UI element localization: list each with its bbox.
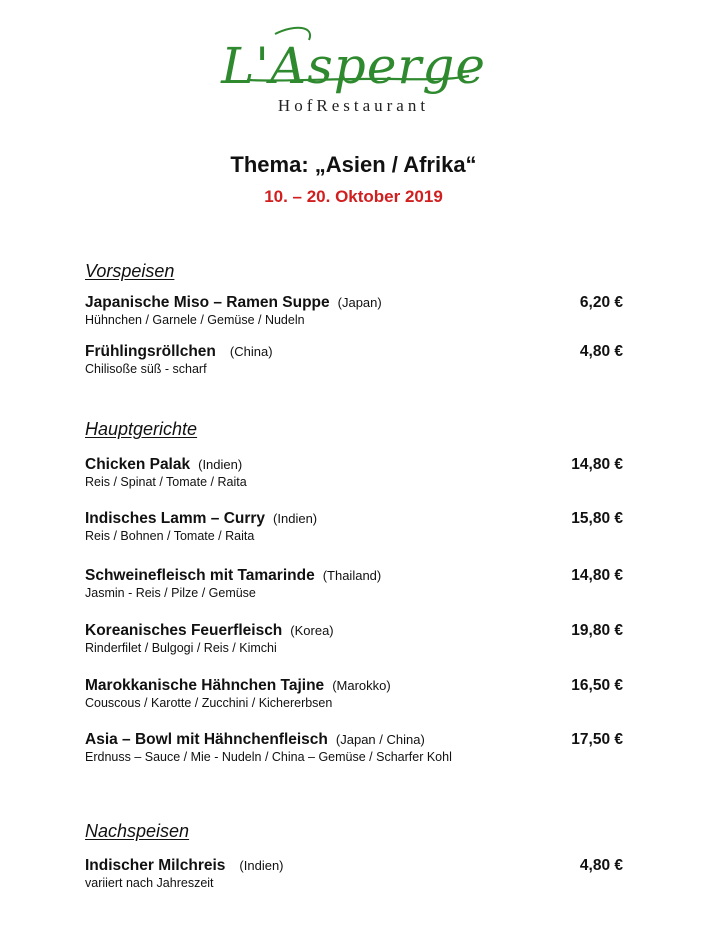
- item-price: 4,80 €: [579, 343, 623, 360]
- item-name: Asia – Bowl mit Hähnchenfleisch: [85, 731, 328, 748]
- item-origin: (Marokko): [332, 678, 391, 693]
- item-price: 14,80 €: [571, 567, 623, 584]
- item-origin: (Japan): [337, 295, 382, 310]
- item-origin: (Indien): [273, 511, 318, 526]
- item-name: Frühlingsröllchen: [85, 343, 216, 360]
- item-description: Rinderfilet / Bulgogi / Reis / Kimchi: [85, 641, 277, 655]
- item-name-line: [85, 730, 425, 749]
- item-description: Reis / Bohnen / Tomate / Raita: [85, 529, 255, 543]
- item-description: variiert nach Jahreszeit: [85, 876, 214, 890]
- item-description: Jasmin - Reis / Pilze / Gemüse: [85, 586, 256, 600]
- menu-item: [85, 455, 625, 495]
- item-origin: (Indien): [198, 457, 243, 472]
- item-price: 15,80 €: [571, 510, 623, 527]
- item-description: Couscous / Karotte / Zucchini / Kichererbsen: [85, 696, 333, 710]
- item-origin: (Thailand): [322, 568, 382, 583]
- menu-item: [85, 621, 625, 661]
- item-price: 6,20 €: [579, 294, 623, 311]
- menu-item: [85, 676, 625, 716]
- item-name-line: [85, 676, 391, 695]
- section-heading-starters: Vorspeisen: [85, 261, 175, 281]
- menu-item: [85, 856, 625, 896]
- logo-subtitle: HofRestaurant: [277, 96, 430, 115]
- item-description: Chilisoße süß - scharf: [85, 362, 207, 376]
- section-heading-desserts: Nachspeisen: [85, 821, 190, 841]
- item-name-line: [85, 342, 273, 361]
- item-name: Chicken Palak: [85, 456, 191, 473]
- item-description: Erdnuss – Sauce / Mie - Nudeln / China – Gemüse / Scharfer Kohl: [85, 750, 452, 764]
- menu-item: [85, 342, 625, 382]
- item-description: Hühnchen / Garnele / Gemüse / Nudeln: [85, 313, 305, 327]
- item-price: 4,80 €: [579, 857, 623, 874]
- item-name: Indischer Milchreis: [85, 857, 226, 874]
- item-price: 14,80 €: [571, 456, 623, 473]
- item-name-line: [85, 856, 284, 875]
- item-price: 16,50 €: [571, 677, 623, 694]
- logo-script-text: L'Asperge: [221, 37, 486, 95]
- theme-title: Thema: „Asien / Afrika“: [230, 152, 477, 177]
- item-name: Indisches Lamm – Curry: [85, 510, 266, 527]
- item-name-line: [85, 455, 242, 474]
- item-description: Reis / Spinat / Tomate / Raita: [85, 475, 247, 489]
- restaurant-logo: [0, 22, 707, 122]
- theme-date: 10. – 20. Oktober 2019: [264, 187, 443, 206]
- item-name: Schweinefleisch mit Tamarinde: [85, 567, 315, 584]
- menu-item: [85, 509, 625, 549]
- menu-item: [85, 293, 625, 333]
- item-name: Marokkanische Hähnchen Tajine: [85, 677, 325, 694]
- item-origin: (Indien): [239, 858, 284, 873]
- item-name-line: [85, 621, 334, 640]
- item-name-line: [85, 509, 317, 528]
- item-origin: (Korea): [290, 623, 334, 638]
- item-origin: (China): [229, 344, 273, 359]
- item-price: 17,50 €: [571, 731, 623, 748]
- section-heading-mains: Hauptgerichte: [85, 419, 198, 439]
- item-name-line: [85, 566, 381, 585]
- item-name: Japanische Miso – Ramen Suppe: [85, 294, 330, 311]
- menu-item: [85, 730, 625, 770]
- item-origin: (Japan / China): [335, 732, 425, 747]
- item-price: 19,80 €: [571, 622, 623, 639]
- item-name-line: [85, 293, 382, 312]
- menu-item: [85, 566, 625, 606]
- item-name: Koreanisches Feuerfleisch: [85, 622, 283, 639]
